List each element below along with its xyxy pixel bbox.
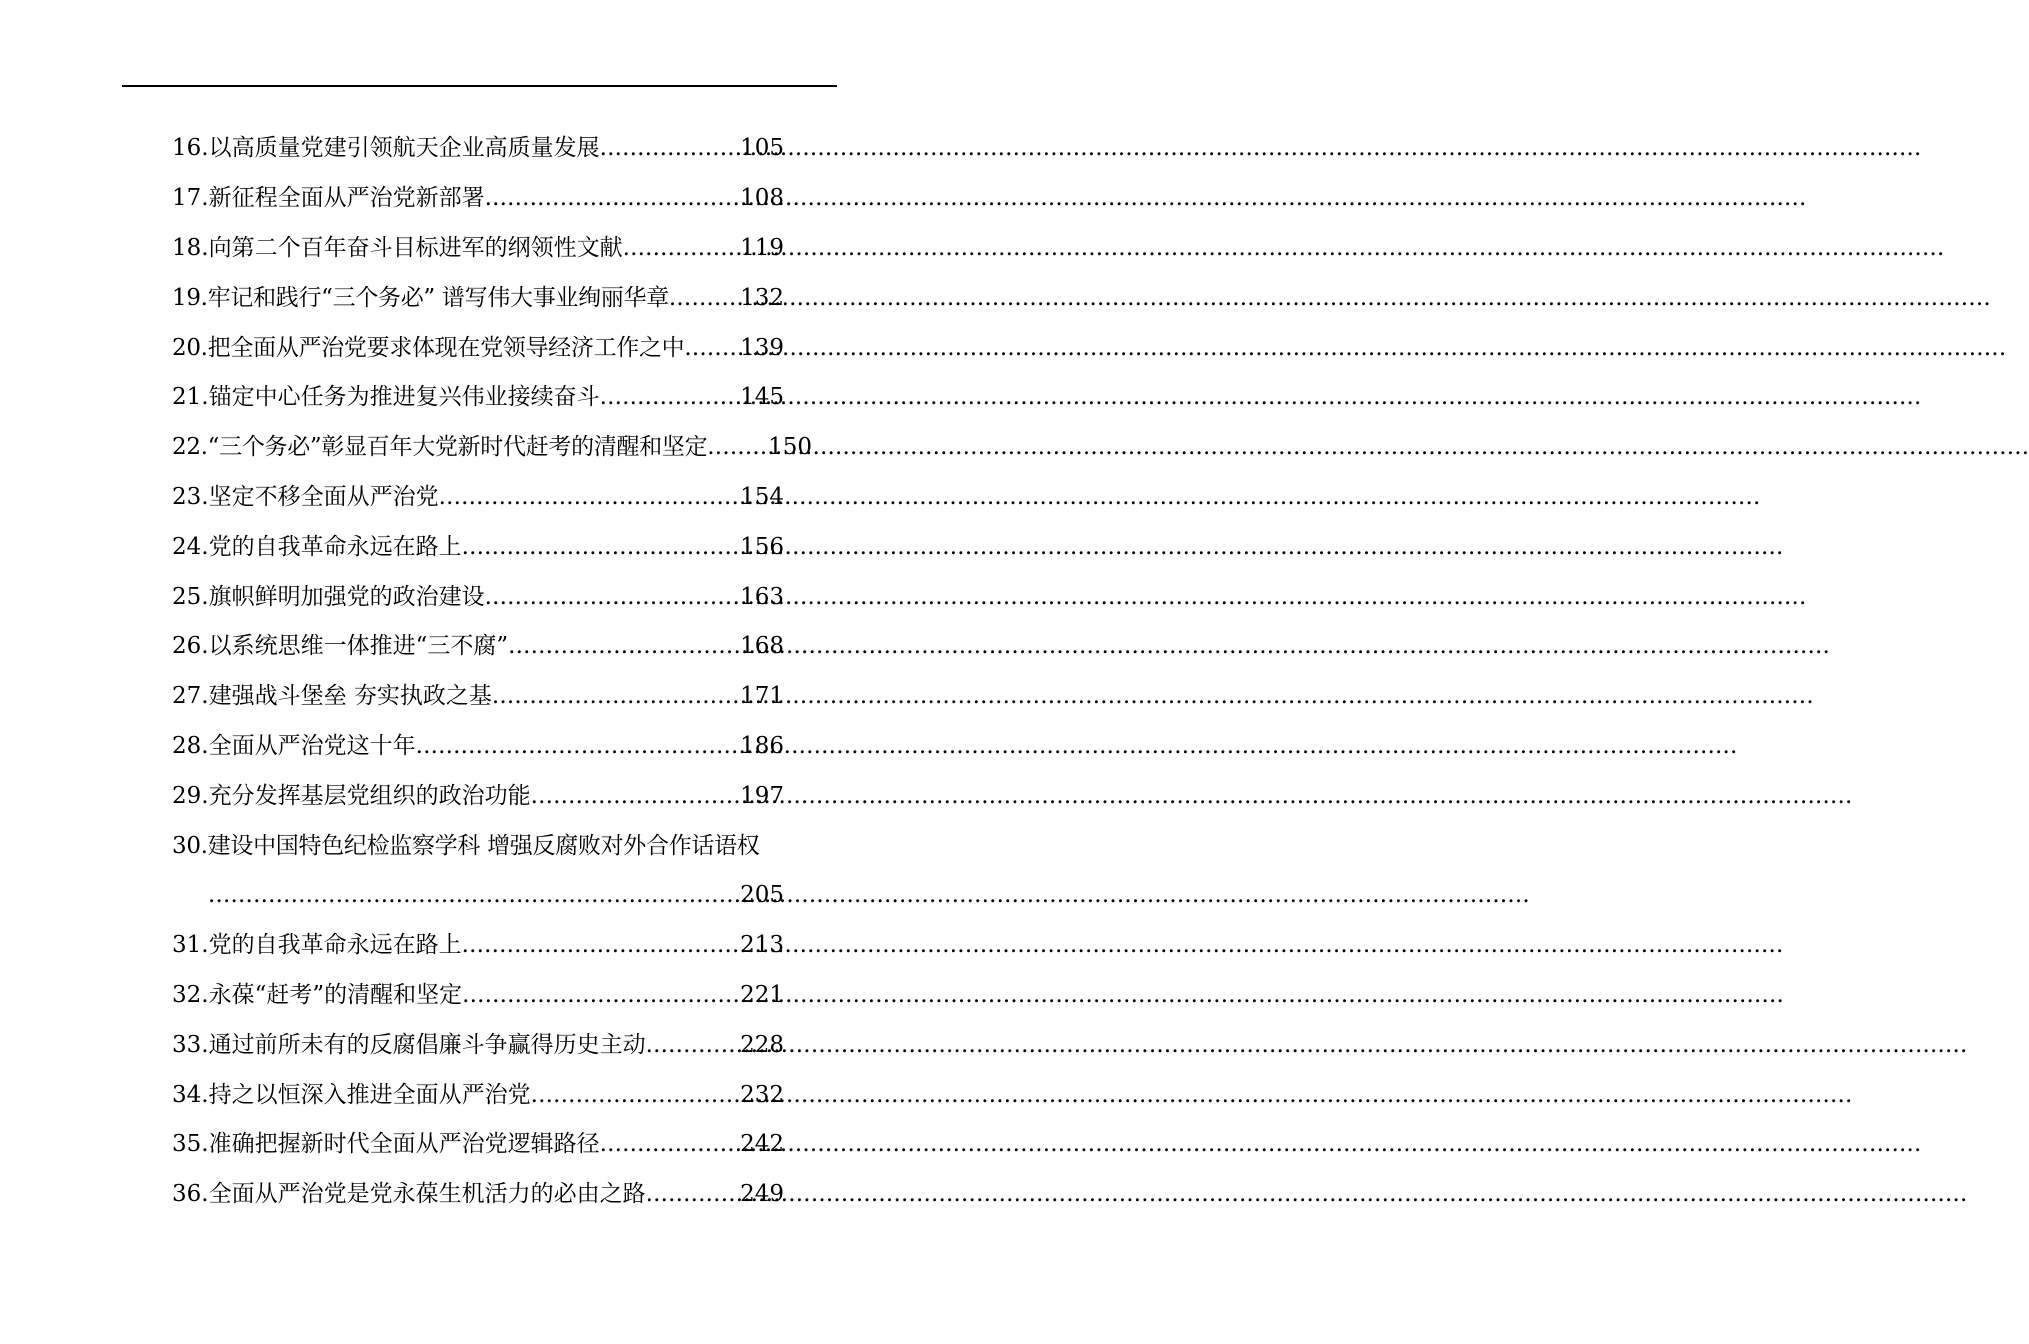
toc-entry-title: 21.锚定中心任务为推进复兴伟业接续奋斗: [172, 384, 600, 411]
toc-entry: [172, 174, 784, 224]
toc-entry-title: 27.建强战斗堡垒 夯实执政之基: [172, 683, 492, 710]
toc-entry-page: 213: [740, 932, 784, 959]
toc-entry-page: 228: [740, 1031, 784, 1058]
toc-entry: [172, 821, 832, 871]
toc-entry: [172, 124, 784, 174]
toc-entry: [172, 423, 812, 473]
toc-leader-dots: [531, 1084, 741, 1107]
toc-entry-title: 26.以系统思维一体推进“三不腐”: [172, 633, 509, 660]
toc-leader-dots: [492, 685, 740, 708]
toc-entry-title: 34.持之以恒深入推进全面从严治党: [172, 1081, 531, 1108]
toc-entry-title: 35.准确把握新时代全面从严治党逻辑路径: [172, 1131, 600, 1158]
toc-entry: [172, 622, 784, 672]
toc-entry: [172, 971, 784, 1021]
toc-entry: [172, 224, 784, 274]
toc-entry: [172, 771, 784, 821]
toc-entry: [172, 373, 784, 423]
toc-entry-title: 17.新征程全面从严治党新部署: [172, 185, 485, 212]
toc-entry-page: 171: [740, 683, 784, 710]
toc-entry: [172, 273, 784, 323]
toc-leader-dots: [600, 386, 741, 409]
toc-entry-page: 150: [768, 434, 812, 461]
toc-entry: [172, 522, 784, 572]
toc-entry-title: 36.全面从严治党是党永葆生机活力的必由之路: [172, 1181, 646, 1208]
toc-entry: [172, 672, 784, 722]
toc-entry-page: 156: [740, 533, 784, 560]
toc-entry-title: 19.牢记和践行“三个务必” 谱写伟大事业绚丽华章: [172, 284, 669, 311]
toc-entry-page: 105: [740, 135, 784, 162]
toc-leader-dots: [462, 536, 741, 559]
toc-leader-dots: [646, 1183, 741, 1206]
toc-leader-dots: [600, 137, 741, 160]
toc-leader-dots: [508, 635, 740, 658]
toc-entry-page: 108: [740, 185, 784, 212]
table-of-contents: [172, 124, 832, 1220]
toc-entry-page: 205: [740, 882, 784, 909]
toc-leader-dots: [485, 187, 741, 210]
toc-entry-page: 119: [740, 234, 784, 261]
toc-entry-title: 33.通过前所未有的反腐倡廉斗争赢得历史主动: [172, 1031, 646, 1058]
toc-entry-page: 132: [740, 284, 784, 311]
toc-leader-dots: [416, 735, 741, 758]
toc-entry-title: 18.向第二个百年奋斗目标进军的纲领性文献: [172, 234, 623, 261]
toc-entry-title: 31.党的自我革命永远在路上: [172, 932, 462, 959]
toc-entry-page: 186: [740, 732, 784, 759]
toc-entry-title: 25.旗帜鲜明加强党的政治建设: [172, 583, 485, 610]
toc-entry-page: 221: [740, 981, 784, 1008]
toc-entry-page: 154: [740, 483, 784, 510]
toc-entry-title: 29.充分发挥基层党组织的政治功能: [172, 782, 531, 809]
toc-entry-page: 232: [740, 1081, 784, 1108]
toc-entry: [172, 323, 784, 373]
toc-leader-dots: [646, 1034, 741, 1057]
toc-entry-page: 197: [740, 782, 784, 809]
toc-leader-dots: [485, 586, 741, 609]
toc-entry-page: 249: [740, 1181, 784, 1208]
toc-entry: [172, 572, 784, 622]
toc-entry-title: 28.全面从严治党这十年: [172, 732, 416, 759]
toc-entry-title: 16.以高质量党建引领航天企业高质量发展: [172, 135, 600, 162]
toc-entry-title: 32.永葆“赶考”的清醒和坚定: [172, 981, 463, 1008]
toc-entry-page: 163: [740, 583, 784, 610]
document-page: [0, 0, 950, 1344]
toc-leader-dots: [707, 436, 768, 459]
toc-entry-title: 20.把全面从严治党要求体现在党领导经济工作之中: [172, 334, 685, 361]
toc-entry-continuation: [172, 871, 784, 921]
toc-entry: [172, 722, 784, 772]
toc-entry-title: 24.党的自我革命永远在路上: [172, 533, 462, 560]
toc-leader-dots: [669, 287, 740, 310]
toc-entry-title: 30.建设中国特色纪检监察学科 增强反腐败对外合作话语权: [172, 832, 760, 859]
toc-entry: [172, 1170, 784, 1220]
toc-entry-page: 139: [740, 334, 784, 361]
toc-entry-page: 168: [740, 633, 784, 660]
toc-leader-dots: [531, 785, 741, 808]
toc-leader-dots: [462, 934, 741, 957]
toc-entry-title: 22.“三个务必”彰显百年大党新时代赶考的清醒和坚定: [172, 434, 708, 461]
toc-entry-page: 145: [740, 384, 784, 411]
toc-leader-dots: [439, 486, 741, 509]
toc-leader-dots: [462, 984, 740, 1007]
toc-entry: [172, 1020, 784, 1070]
header-rule: [122, 85, 837, 87]
toc-entry-page: 242: [740, 1131, 784, 1158]
toc-leader-dots: [684, 337, 740, 360]
toc-entry: [172, 921, 784, 971]
toc-leader-dots: [208, 884, 740, 907]
toc-leader-dots: [600, 1133, 741, 1156]
toc-entry: [172, 1070, 784, 1120]
toc-leader-dots: [623, 237, 741, 260]
toc-entry-title: 23.坚定不移全面从严治党: [172, 483, 439, 510]
toc-entry: [172, 473, 784, 523]
toc-entry: [172, 1120, 784, 1170]
